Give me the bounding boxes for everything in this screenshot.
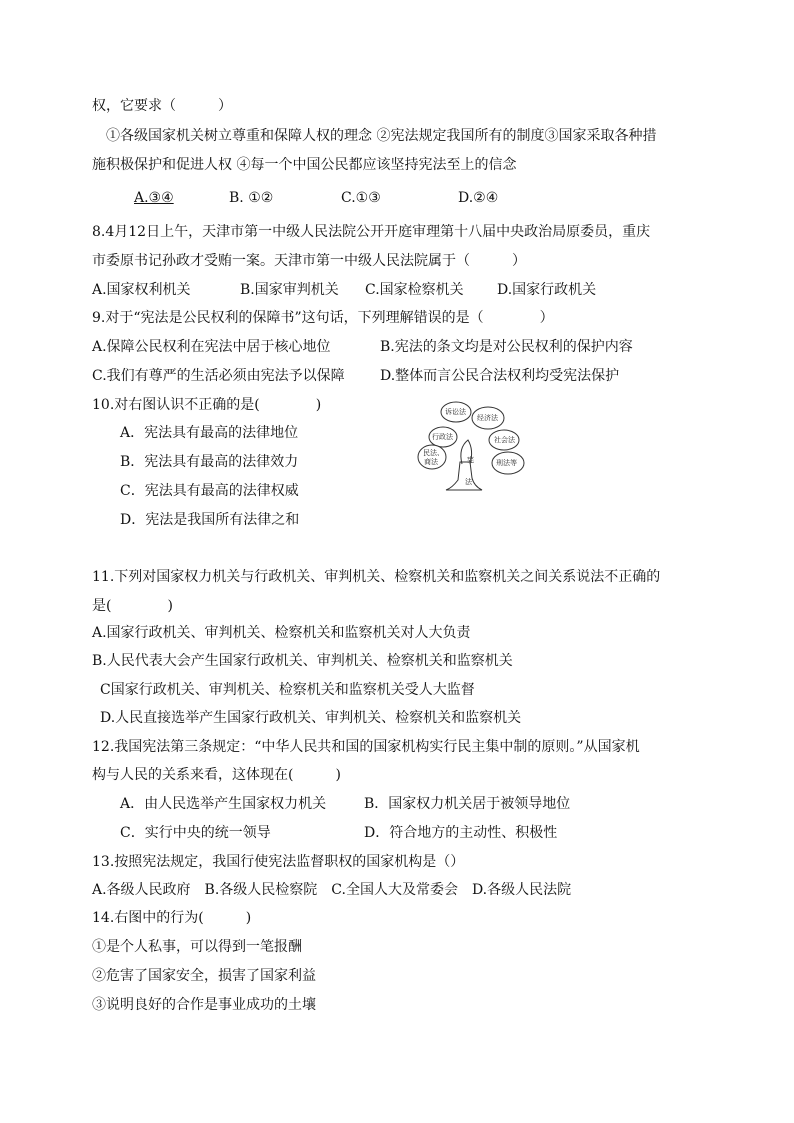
q14-item-3: ③说明良好的合作是事业成功的土壤 (92, 997, 316, 1013)
q8-option-c: C.国家检察机关 (365, 282, 464, 298)
q12-option-d: D．符合地方的主动性、积极性 (364, 825, 558, 841)
q7-option-b: B. ①② (229, 190, 274, 206)
q7-stem-continuation: 权，它要求（ ） (92, 98, 232, 114)
tree-leaf-litigation-law: 诉讼法 (445, 408, 466, 416)
tree-leaf-administrative-law: 行政法 (432, 433, 453, 441)
q7-description-line-1: ①各级国家机关树立尊重和保障人权的理念 ②宪法规定我国所有的制度③国家采取各种措 (106, 128, 657, 144)
tree-leaf-economic-law: 经济法 (477, 414, 498, 422)
q9-option-d: D.整体而言公民合法权利均受宪法保护 (380, 368, 620, 384)
tree-leaf-criminal-law: 刑法等 (496, 459, 517, 467)
tree-trunk-constitution-char-2: 法 (465, 478, 472, 486)
q11-option-a: A.国家行政机关、审判机关、检察机关和监察机关对人大负责 (92, 625, 471, 641)
q10-option-d: D．宪法是我国所有法律之和 (120, 512, 300, 528)
q11-option-b: B.人民代表大会产生国家行政机关、审判机关、检察机关和监察机关 (92, 653, 513, 669)
q12-option-c: C．实行中央的统一领导 (120, 825, 271, 841)
q11-option-d: D.人民直接选举产生国家行政机关、审判机关、检察机关和监察机关 (100, 710, 522, 726)
q8-option-b: B.国家审判机关 (240, 282, 339, 298)
q10-option-b: B．宪法具有最高的法律效力 (120, 454, 299, 470)
q10-option-a: A．宪法具有最高的法律地位 (120, 425, 299, 441)
q13-stem: 13.按照宪法规定，我国行使宪法监督职权的国家机构是（） (92, 854, 465, 870)
q12-stem-line-2: 构与人民的关系来看，这体现在( ) (92, 767, 341, 783)
tree-leaf-civil-law: 民法、 (423, 449, 444, 457)
q8-stem-line-1: 8.4月12日上午，天津市第一中级人民法院公开开庭审理第十八届中央政治局原委员，重庆 (92, 224, 651, 240)
q14-stem: 14.右图中的行为( ) (92, 910, 252, 926)
q11-option-c: C国家行政机关、审判机关、检察机关和监察机关受人大监督 (100, 682, 475, 698)
q12-option-b: B．国家权力机关居于被领导地位 (364, 796, 571, 812)
q7-option-c: C.①③ (341, 190, 381, 206)
q7-description-line-2: 施积极保护和促进人权 ④每一个中国公民都应该坚持宪法至上的信念 (92, 157, 517, 173)
tree-leaf-commercial-law: 商法 (424, 458, 438, 466)
q14-item-1: ①是个人私事，可以得到一笔报酬 (92, 939, 302, 955)
q9-option-b: B.宪法的条文均是对公民权利的保护内容 (380, 339, 633, 355)
q9-option-c: C.我们有尊严的生活必须由宪法予以保障 (92, 368, 345, 384)
q11-stem-line-1: 11.下列对国家权力机关与行政机关、审判机关、检察机关和监察机关之间关系说法不正确的 (92, 569, 661, 585)
q7-option-d: D.②④ (458, 190, 499, 206)
tree-trunk-constitution-char-1: 宪 (467, 456, 474, 464)
q12-option-a: A．由人民选举产生国家权力机关 (120, 796, 327, 812)
q12-stem-line-1: 12.我国宪法第三条规定：“中华人民共和国的国家机构实行民主集中制的原则。”从国家机 (92, 739, 640, 755)
q9-stem: 9.对于“宪法是公民权利的保障书”这句话，下列理解错误的是（ ） (92, 310, 554, 326)
q13-options: A.各级人民政府 B.各级人民检察院 C.全国人大及常委会 D.各级人民法院 (92, 882, 572, 898)
q8-option-d: D.国家行政机关 (497, 282, 597, 298)
law-tree-figure (412, 400, 530, 492)
q8-option-a: A.国家权利机关 (92, 282, 191, 298)
q9-option-a: A.保障公民权利在宪法中居于核心地位 (92, 339, 331, 355)
q11-stem-line-2: 是( ) (92, 598, 173, 614)
q10-stem: 10.对右图认识不正确的是( ) (92, 397, 322, 413)
q14-item-2: ②危害了国家安全，损害了国家利益 (92, 968, 316, 984)
tree-leaf-social-law: 社会法 (494, 436, 515, 444)
q10-option-c: C．宪法具有最高的法律权威 (120, 483, 299, 499)
q7-option-a: A.③④ (134, 190, 174, 206)
q8-stem-line-2: 市委原书记孙政才受贿一案。天津市第一中级人民法院属于（ ） (92, 253, 526, 269)
